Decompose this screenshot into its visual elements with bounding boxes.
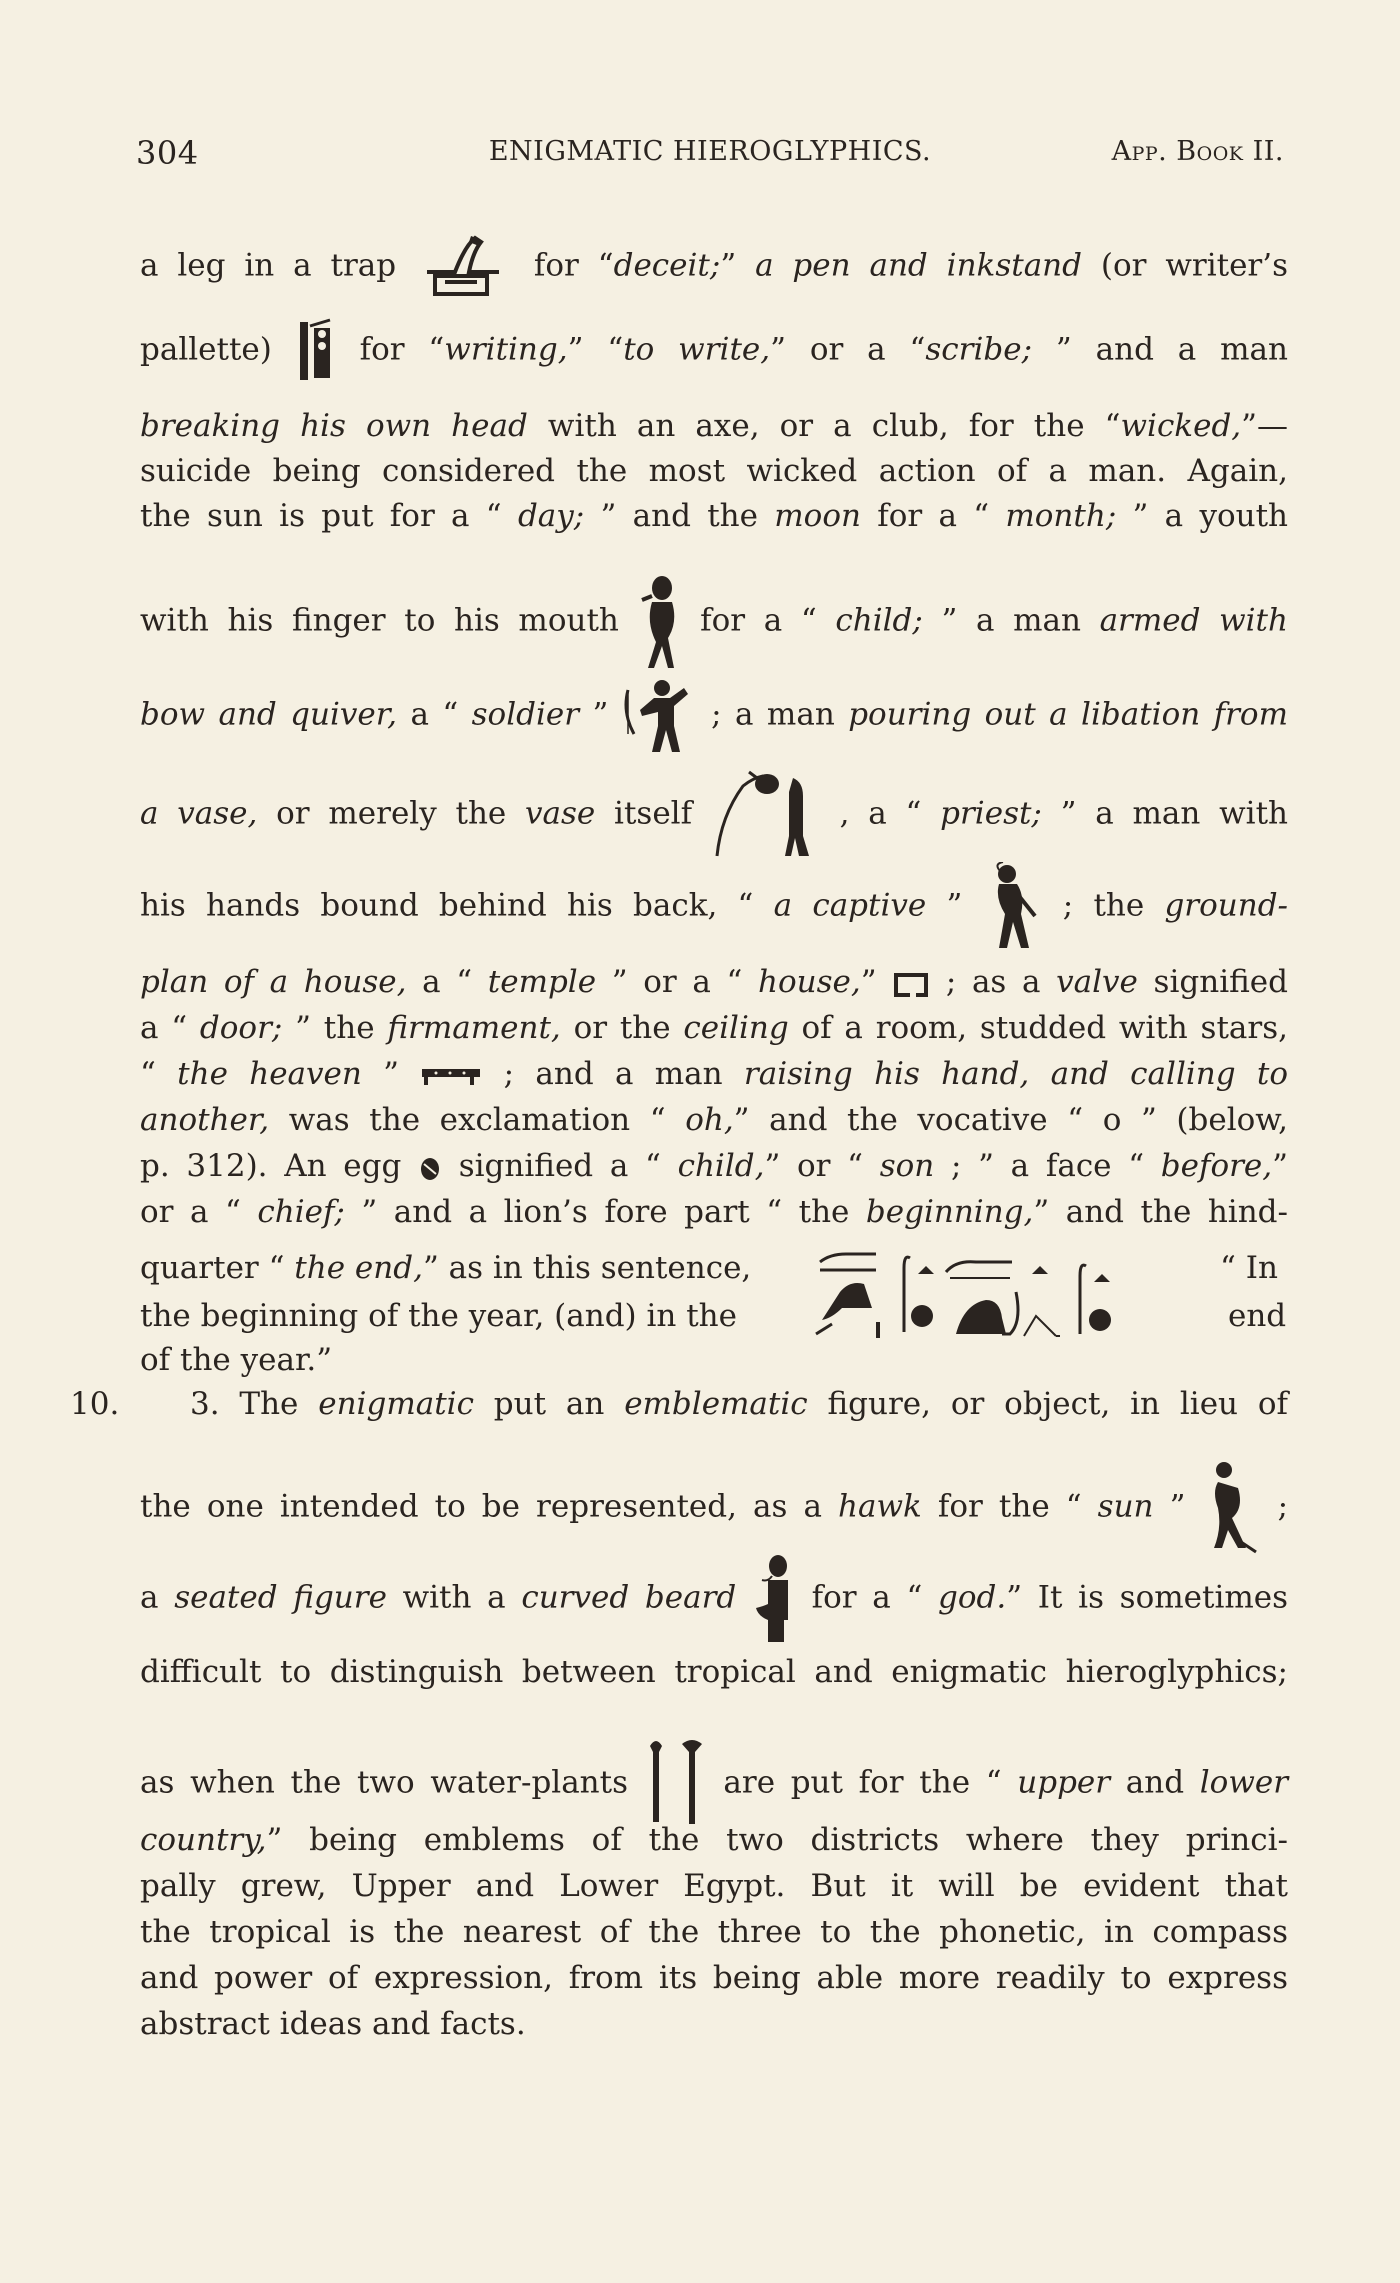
margin-line-number: 10. bbox=[70, 1386, 120, 1422]
egg-hieroglyph-icon bbox=[418, 1154, 442, 1182]
hieroglyph-sentence bbox=[810, 1248, 1210, 1352]
text-line: a vase, or merely the vase itself , a “ priest; ” a man with bbox=[140, 770, 1288, 860]
child-hieroglyph-icon bbox=[638, 572, 682, 672]
text-line: end bbox=[1228, 1298, 1287, 1334]
text-line: breaking his own head with an axe, or a club, for the “wicked,”— bbox=[140, 408, 1288, 444]
text-line: a seated figure with a curved beard for a “ god.” It is sometimes bbox=[140, 1552, 1288, 1646]
soldier-hieroglyph-icon bbox=[622, 676, 698, 756]
text-line: “ the heaven ” ; and a man raising his hand, and calling to bbox=[140, 1056, 1289, 1092]
text-line: pallette) for “writing,” “to write,” or a “scribe; ” and a man bbox=[140, 318, 1288, 384]
year-sentence-hieroglyph-icon bbox=[810, 1248, 1210, 1344]
text-line: with his finger to his mouth for a “ child; ” a man armed with bbox=[140, 572, 1288, 672]
text-line: as when the two water-plants are put for the “ upper and lower bbox=[140, 1736, 1288, 1832]
heaven-hieroglyph-icon bbox=[420, 1065, 482, 1087]
running-header bbox=[136, 136, 1284, 176]
text-line: plan of a house, a “ temple ” or a “ house,” ; as a valve signified bbox=[140, 964, 1288, 1000]
hawk-sun-hieroglyph-icon bbox=[1202, 1460, 1262, 1556]
text-line: the sun is put for a “ day; ” and the moon for a “ month; ” a youth bbox=[140, 498, 1289, 534]
text-line: 10. 3. The enigmatic put an emblematic figure, or object, in lieu of bbox=[70, 1386, 1288, 1422]
leg-in-trap-hieroglyph-icon bbox=[415, 232, 515, 302]
book-reference: App. Book II. bbox=[1111, 136, 1284, 167]
text-line: pally grew, Upper and Lower Egypt. But it will be evident that bbox=[140, 1868, 1288, 1904]
text-line: country,” being emblems of the two districts where they princi- bbox=[140, 1822, 1288, 1858]
text-line: or a “ chief; ” and a lion’s fore part “ the beginning,” and the hind- bbox=[140, 1194, 1288, 1230]
running-title: ENIGMATIC HIEROGLYPHICS. bbox=[488, 136, 932, 167]
libation-vase-hieroglyph-icon bbox=[711, 770, 821, 860]
house-plan-hieroglyph-icon bbox=[892, 971, 930, 997]
text-line: suicide being considered the most wicked action of a man. Again, bbox=[140, 453, 1288, 489]
text-line: p. 312). An egg signified a “ child,” or “ son ; ” a face “ before,” bbox=[140, 1148, 1288, 1184]
text-line: his hands bound behind his back, “ a captive ” ; the ground- bbox=[140, 862, 1288, 952]
text-line: a “ door; ” the firmament, or the ceiling of a room, studded with stars, bbox=[140, 1010, 1288, 1046]
text-line: the tropical is the nearest of the three to the phonetic, in compass bbox=[140, 1914, 1288, 1950]
text-line: and power of expression, from its being able more readily to express bbox=[140, 1960, 1288, 1996]
text-line: another, was the exclamation “ oh,” and the vocative “ o ” (below, bbox=[140, 1102, 1288, 1138]
text-line: a leg in a trap for “deceit;” a pen and inkstand (or writer’s bbox=[140, 232, 1288, 302]
text-line: abstract ideas and facts. bbox=[140, 2006, 526, 2042]
captive-hieroglyph-icon bbox=[983, 862, 1043, 952]
page-number: 304 bbox=[136, 134, 199, 172]
text-line: the beginning of the year, (and) in the bbox=[140, 1298, 737, 1334]
water-plants-hieroglyph-icon bbox=[644, 1736, 708, 1832]
text-line: difficult to distinguish between tropical and enigmatic hieroglyphics; bbox=[140, 1654, 1288, 1690]
text-line: the one intended to be represented, as a hawk for the “ sun ” ; bbox=[140, 1460, 1288, 1556]
writers-palette-hieroglyph-icon bbox=[296, 318, 336, 384]
text-line: of the year.” bbox=[140, 1342, 333, 1378]
text-line: quarter “ the end,” as in this sentence, bbox=[140, 1250, 752, 1286]
text-line: bow and quiver, a “ soldier ” ; a man pouring out a libation from bbox=[140, 676, 1288, 756]
text-line: “ In bbox=[1220, 1250, 1278, 1286]
seated-god-hieroglyph-icon bbox=[752, 1552, 796, 1646]
